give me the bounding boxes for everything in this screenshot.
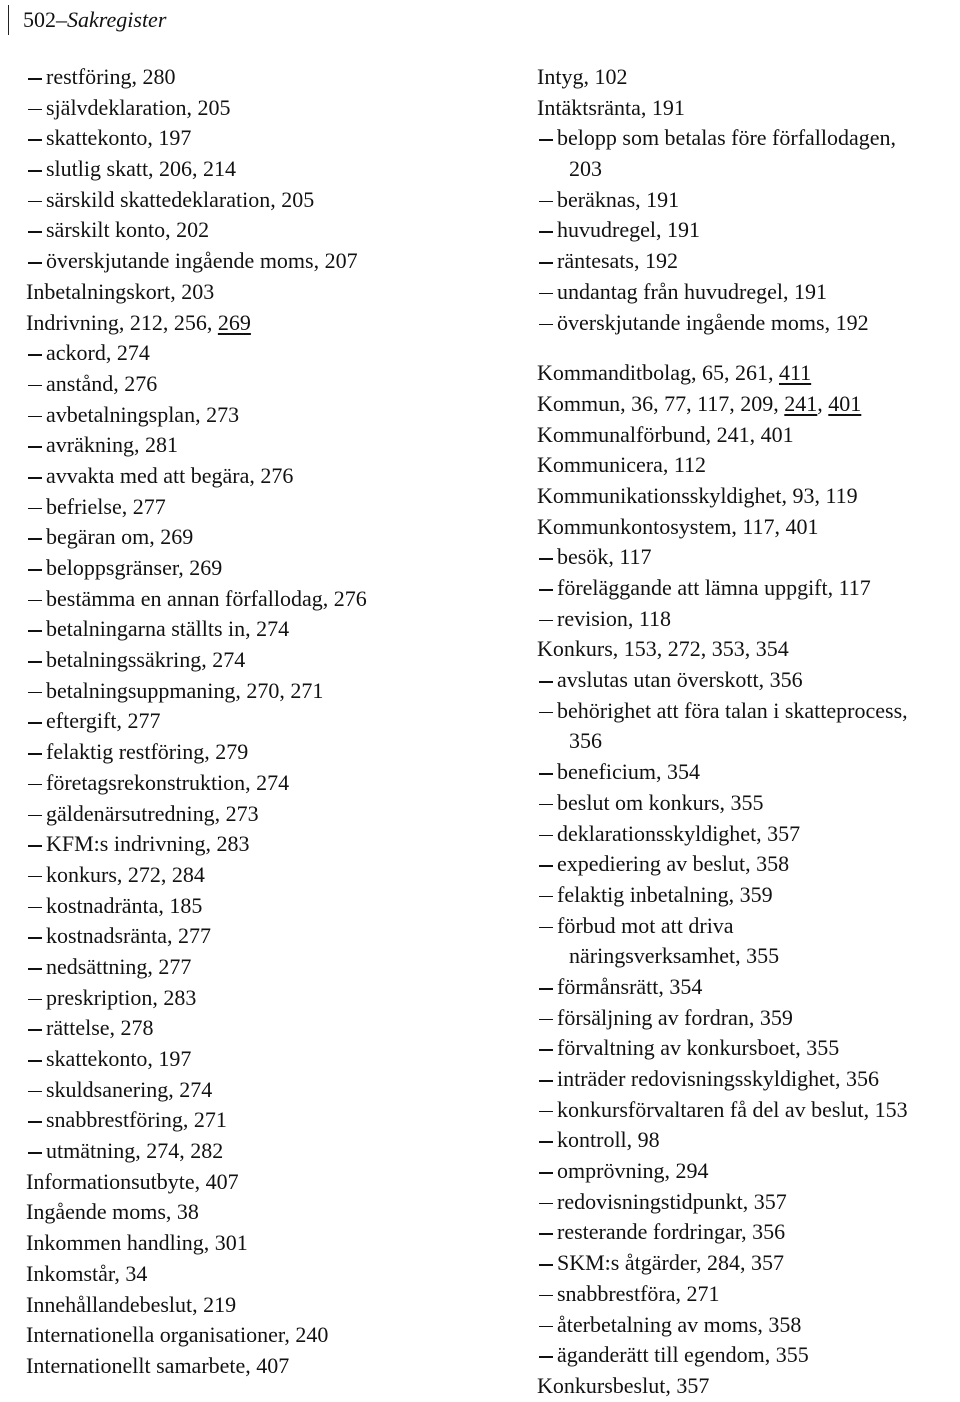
index-continuation — [537, 941, 957, 972]
entry-text: föreläggande att lämna uppgift, 117 — [557, 575, 871, 600]
entry-text: inträder redovisningsskyldighet, 356 — [557, 1066, 880, 1091]
entry-text: Inkomstår, 34 — [26, 1260, 148, 1286]
page-number: 502 — [23, 7, 56, 32]
index-subentry — [26, 983, 466, 1014]
index-continuation — [537, 726, 957, 757]
entry-text: Konkurs, 153, 272, 353, 354 — [537, 636, 789, 662]
entry-text: rättelse, 278 — [46, 1015, 154, 1041]
index-entry — [537, 1371, 957, 1402]
index-subentry — [26, 829, 466, 860]
index-entry — [537, 481, 957, 512]
index-entry — [537, 62, 957, 93]
index-subentry — [537, 1125, 957, 1156]
section-title: Sakregister — [67, 7, 167, 32]
entry-text: näringsverksamhet, 355 — [569, 943, 780, 969]
index-entry — [26, 308, 466, 339]
index-subentry — [26, 400, 466, 431]
header-separator: – — [56, 7, 67, 32]
entry-text: revision, 118 — [557, 605, 672, 631]
index-subentry — [537, 1310, 957, 1341]
index-subentry — [537, 123, 957, 154]
index-subentry — [537, 1187, 957, 1218]
entry-text: felaktig inbetalning, 359 — [557, 881, 773, 907]
entry-text: avräkning, 281 — [46, 432, 178, 458]
index-subentry — [26, 369, 466, 400]
entry-text: anstånd, 276 — [46, 370, 158, 396]
entry-text: huvudregel, 191 — [557, 217, 700, 243]
entry-text: behörighet att föra talan i skatteprocess, — [557, 697, 908, 723]
entry-text: KFM:s indrivning, 283 — [46, 831, 250, 857]
entry-text: beräknas, 191 — [557, 186, 680, 212]
entry-text: kontroll, 98 — [557, 1127, 660, 1153]
entry-text: beneficium, 354 — [557, 759, 700, 785]
index-column-right — [537, 62, 957, 1402]
index-subentry — [537, 573, 957, 604]
index-subentry — [537, 880, 957, 911]
entry-text: Konkursbeslut, 357 — [537, 1372, 710, 1398]
index-subentry — [26, 768, 466, 799]
entry-text: undantag från huvudregel, 191 — [557, 278, 828, 304]
entry-text: försäljning av fordran, 359 — [557, 1004, 793, 1030]
index-subentry — [537, 849, 957, 880]
entry-text: återbetalning av moms, 358 — [557, 1311, 802, 1337]
index-subentry — [26, 799, 466, 830]
entry-text: nedsättning, 277 — [46, 953, 192, 979]
index-entry — [537, 512, 957, 543]
index-subentry — [537, 819, 957, 850]
entry-text: äganderätt till egendom, 355 — [557, 1342, 809, 1368]
index-subentry — [537, 185, 957, 216]
entry-text: eftergift, 277 — [46, 708, 161, 734]
entry-text: Kommunicera, 112 — [537, 452, 707, 478]
entry-text: befrielse, 277 — [46, 493, 166, 519]
index-column-left — [26, 62, 466, 1382]
index-entry — [537, 358, 957, 389]
index-continuation — [537, 154, 957, 185]
header-rule — [8, 5, 9, 35]
entry-text: avvakta med att begära, 276 — [46, 462, 294, 488]
entry-text: Kommunkontosystem, 117, 401 — [537, 513, 819, 539]
entry-text: expediering av beslut, 358 — [557, 851, 790, 877]
index-subentry — [26, 62, 466, 93]
index-subentry — [26, 1075, 466, 1106]
entry-text: förmånsrätt, 354 — [557, 973, 703, 999]
index-entry — [537, 450, 957, 481]
index-subentry — [537, 1248, 957, 1279]
entry-text: avbetalningsplan, 273 — [46, 401, 240, 427]
index-subentry — [26, 584, 466, 615]
entry-text: avslutas utan överskott, 356 — [557, 667, 803, 693]
index-subentry — [26, 123, 466, 154]
index-subentry — [537, 1340, 957, 1371]
entry-text: Kommunikationsskyldighet, 93, 119 — [537, 482, 858, 508]
entry-text: förvaltning av konkursboet, 355 — [557, 1035, 840, 1061]
index-subentry — [537, 277, 957, 308]
entry-text: 356 — [569, 728, 602, 754]
index-subentry — [26, 492, 466, 523]
entry-text: SKM:s åtgärder, 284, 357 — [557, 1250, 785, 1276]
index-subentry — [537, 215, 957, 246]
entry-text: Kommun, 36, 77, 117, 209, — [537, 390, 785, 416]
entry-text: utmätning, 274, 282 — [46, 1138, 224, 1164]
index-subentry — [537, 1217, 957, 1248]
index-subentry — [26, 215, 466, 246]
index-subentry — [537, 604, 957, 635]
index-entry — [537, 389, 957, 420]
index-entry — [26, 1259, 466, 1290]
entry-text: betalningarna ställts in, 274 — [46, 616, 290, 642]
entry-text: skattekonto, 197 — [46, 1046, 192, 1071]
entry-text: bestämma en annan förfallodag, 276 — [46, 585, 367, 611]
index-subentry — [26, 860, 466, 891]
entry-text: redovisningstidpunkt, 357 — [557, 1188, 787, 1214]
index-subentry — [537, 757, 957, 788]
index-subentry — [26, 1136, 466, 1167]
entry-text: Kommunalförbund, 241, 401 — [537, 421, 794, 447]
index-entry — [26, 1197, 466, 1228]
index-entry — [26, 1320, 466, 1351]
entry-text: förbud mot att driva — [557, 912, 734, 938]
entry-text: Innehållandebeslut, 219 — [26, 1291, 237, 1317]
entry-text: snabbrestföring, 271 — [46, 1107, 227, 1133]
entry-text: felaktig restföring, 279 — [46, 739, 249, 765]
entry-text: ackord, 274 — [46, 340, 150, 366]
entry-text: skuldsanering, 274 — [46, 1076, 213, 1102]
index-subentry — [537, 542, 957, 573]
index-entry — [26, 1167, 466, 1198]
entry-text: Ingående moms, 38 — [26, 1199, 199, 1225]
index-subentry — [537, 1095, 957, 1126]
page-header — [8, 4, 166, 36]
index-subentry — [537, 1279, 957, 1310]
entry-text: beloppsgränser, 269 — [46, 555, 223, 580]
page-reference: 401 — [828, 390, 862, 416]
index-entry — [26, 1290, 466, 1321]
page-reference: 411 — [778, 360, 812, 386]
index-subentry — [26, 952, 466, 983]
entry-text: deklarationsskyldighet, 357 — [557, 820, 801, 846]
index-subentry — [26, 338, 466, 369]
index-subentry — [537, 1003, 957, 1034]
entry-text: särskild skattedeklaration, 205 — [46, 186, 315, 212]
entry-text: resterande fordringar, 356 — [557, 1219, 786, 1245]
index-subentry — [26, 430, 466, 461]
index-subentry — [537, 308, 957, 339]
index-subentry — [26, 246, 466, 277]
index-subentry — [26, 645, 466, 676]
page-reference: 269 — [217, 309, 251, 335]
index-subentry — [26, 737, 466, 768]
index-subentry — [537, 1156, 957, 1187]
index-subentry — [537, 1064, 957, 1095]
index-subentry — [26, 1013, 466, 1044]
index-subentry — [537, 911, 957, 942]
index-subentry — [26, 706, 466, 737]
entry-text: Intäktsränta, 191 — [537, 94, 685, 120]
entry-text: Kommanditbolag, 65, 261, — [537, 360, 779, 386]
entry-text: omprövning, 294 — [557, 1158, 709, 1184]
index-entry — [537, 93, 957, 124]
index-entry — [537, 634, 957, 665]
entry-text: överskjutande ingående moms, 192 — [557, 309, 869, 335]
entry-text: överskjutande ingående moms, 207 — [46, 248, 358, 274]
entry-text: betalningssäkring, 274 — [46, 647, 246, 673]
index-subentry — [26, 93, 466, 124]
entry-text: begäran om, 269 — [46, 524, 194, 550]
entry-text: Indrivning, 212, 256, — [26, 309, 218, 335]
entry-text: restföring, 280 — [46, 64, 176, 89]
entry-text: betalningsuppmaning, 270, 271 — [46, 677, 324, 703]
page-reference: 241 — [784, 390, 818, 416]
entry-text: preskription, 283 — [46, 984, 197, 1010]
index-subentry — [537, 788, 957, 819]
index-subentry — [26, 185, 466, 216]
entry-text: Informationsutbyte, 407 — [26, 1168, 239, 1194]
entry-text: Intyg, 102 — [537, 64, 628, 89]
entry-separator: , — [817, 390, 829, 416]
entry-text: konkursförvaltaren få del av beslut, 153 — [557, 1096, 908, 1122]
index-subentry — [26, 676, 466, 707]
entry-text: Inbetalningskort, 203 — [26, 278, 215, 304]
index-entry — [26, 1351, 466, 1382]
entry-text: kostnadränta, 185 — [46, 892, 203, 918]
index-subentry — [537, 1033, 957, 1064]
entry-text: besök, 117 — [557, 544, 652, 570]
entry-text: självdeklaration, 205 — [46, 94, 231, 120]
index-subentry — [537, 972, 957, 1003]
index-subentry — [26, 553, 466, 584]
entry-text: räntesats, 192 — [557, 248, 678, 274]
entry-text: snabbrestföra, 271 — [557, 1280, 720, 1306]
index-subentry — [26, 614, 466, 645]
entry-text: särskilt konto, 202 — [46, 217, 210, 243]
index-subentry — [26, 921, 466, 952]
entry-text: skattekonto, 197 — [46, 125, 192, 151]
entry-text: slutlig skatt, 206, 214 — [46, 156, 237, 182]
index-entry — [26, 1228, 466, 1259]
entry-text: gäldenärsutredning, 273 — [46, 800, 259, 826]
entry-text: 203 — [569, 156, 602, 182]
index-subentry — [537, 696, 957, 727]
entry-text: kostnadsränta, 277 — [46, 923, 211, 949]
index-entry — [537, 420, 957, 451]
index-subentry — [26, 1044, 466, 1075]
index-subentry — [26, 1105, 466, 1136]
entry-text: beslut om konkurs, 355 — [557, 789, 764, 815]
entry-text: konkurs, 272, 284 — [46, 861, 205, 887]
index-subentry — [26, 461, 466, 492]
index-subentry — [26, 522, 466, 553]
index-subentry — [537, 665, 957, 696]
index-subentry — [26, 891, 466, 922]
entry-text: Internationellt samarbete, 407 — [26, 1352, 290, 1378]
index-subentry — [26, 154, 466, 185]
index-entry — [26, 277, 466, 308]
entry-text: belopp som betalas före förfallodagen, — [557, 125, 897, 151]
entry-text: företagsrekonstruktion, 274 — [46, 769, 290, 795]
index-subentry — [537, 246, 957, 277]
entry-text: Inkommen handling, 301 — [26, 1230, 248, 1256]
entry-text: Internationella organisationer, 240 — [26, 1322, 329, 1348]
